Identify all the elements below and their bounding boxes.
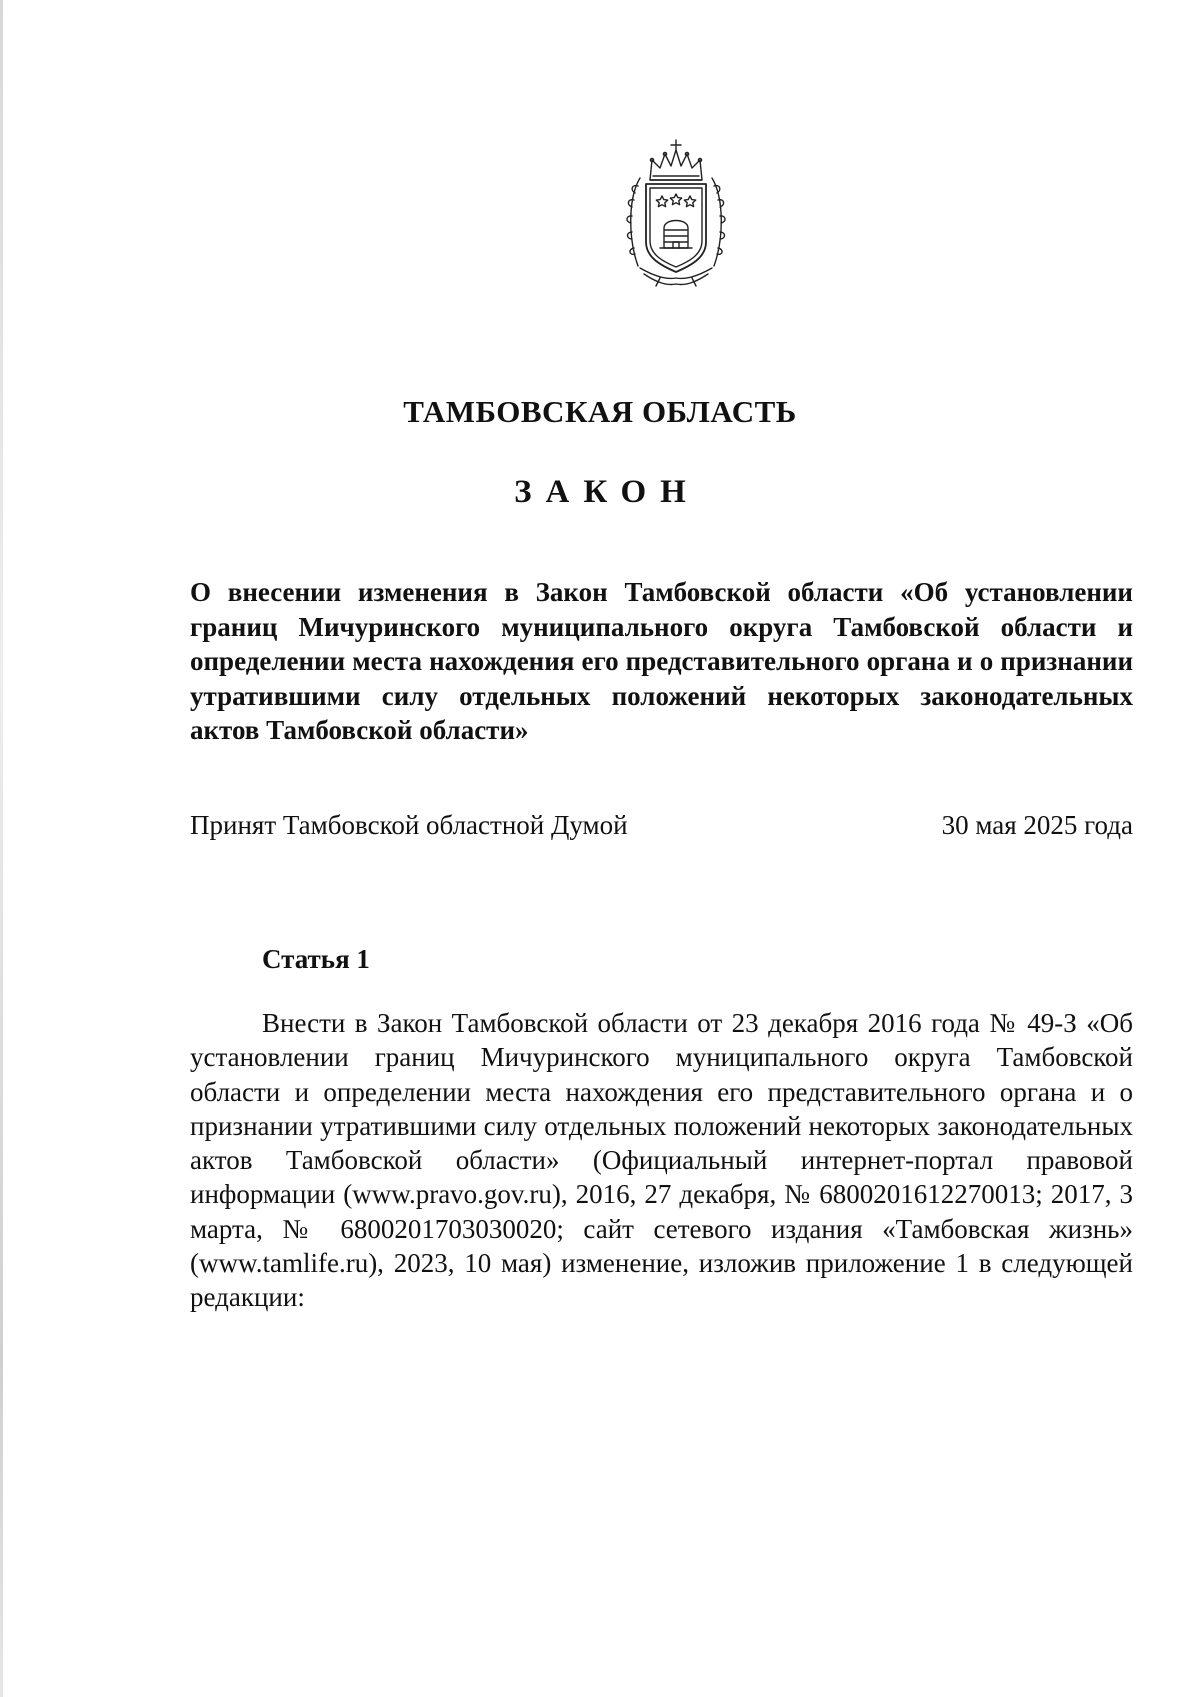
- document-type-heading: ЗАКОН: [514, 474, 700, 510]
- adopted-by-text: Принят Тамбовской областной Думой: [190, 810, 628, 840]
- article-heading: Статья 1: [262, 944, 370, 974]
- tambov-region-coat-of-arms-icon: [620, 138, 732, 290]
- scan-edge: [0, 0, 3, 1697]
- region-title: ТАМБОВСКАЯ ОБЛАСТЬ: [403, 394, 797, 429]
- law-title: О внесении изменения в Закон Тамбовской области «Об установлении границ Мичуринского муниципального округа Тамбовской области и определении места нахождения его представительного органа и о признании утратившими силу отдельных положений некоторых законодательных актов Тамбовской области»: [190, 577, 1133, 745]
- adopted-date-text: 30 мая 2025 года: [941, 810, 1133, 840]
- article-body: Внести в Закон Тамбовской области от 23 декабря 2016 года № 49-З «Об установлении границ Мичуринского муниципального округа Тамбовской области и определении места нахождения его представительного органа и о признании утратившими силу отдельных положений некоторых законодательных актов Тамбовской области» (Официальный интернет-портал правовой информации (www.pravo.gov.ru), 2016, 27 декабря, № 6800201612270013; 2017, 3 марта, № 6800201703030020; сайт сетевого издания «Тамбовская жизнь» (www.tamlife.ru), 2023, 10 мая) изменение, изложив приложение 1 в следующей редакции:: [190, 1008, 1133, 1313]
